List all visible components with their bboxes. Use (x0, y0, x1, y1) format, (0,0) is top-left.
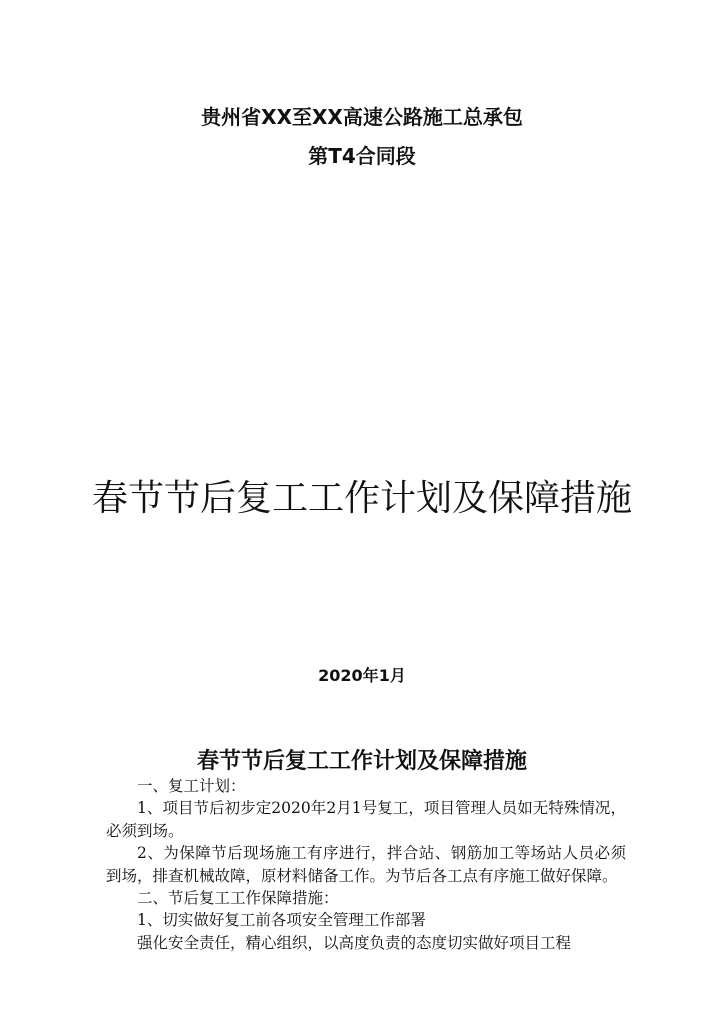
paragraph-plan-item-1: 1、项目节后初步定2020年2月1号复工，项目管理人员如无特殊情况，必须到场。 (106, 799, 626, 840)
project-name-heading: 贵州省XX至XX高速公路施工总承包 (201, 105, 523, 129)
contract-section-heading: 第T4合同段 (308, 144, 416, 168)
body-text (106, 775, 626, 954)
cover-title: 春节节后复工工作计划及保障措施 (91, 478, 632, 519)
paragraph-plan-item-2: 2、为保障节后现场施工有序进行，拌合站、钢筋加工等场站人员必须到场，排查机械故障，原材料储备工作。为节后各工点有序施工做好保障。 (106, 844, 626, 885)
paragraph-measures-item-1: 1、切实做好复工前各项安全管理工作部署 (137, 911, 426, 930)
paragraph-measures-heading: 二、节后复工工作保障措施： (137, 889, 339, 908)
section-title: 春节节后复工工作计划及保障措施 (196, 749, 527, 774)
paragraph-measures-text: 强化安全责任，精心组织，以高度负责的态度切实做好项目工程 (137, 933, 572, 952)
cover-date: 2020年1月 (318, 666, 406, 685)
paragraph-plan-heading: 一、复工计划： (137, 777, 246, 795)
